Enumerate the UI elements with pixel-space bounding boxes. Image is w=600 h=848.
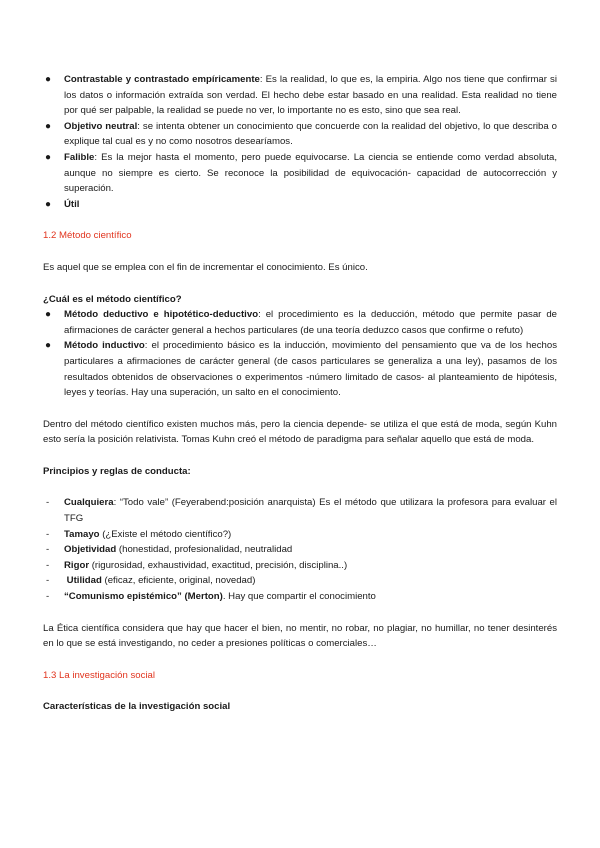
description: : el procedimiento básico es la inducción, movimiento del pensamiento que va de los hechos particulares a afirmaciones de carácter general (de casos particulares se generaliza a una ley), pasamos de los resultados obtenidos de observaciones o experimentos -número limitado de casos- al planteamiento de hipótesis, leyes y teorías. Hay una superación, un salto en el conocimiento. bbox=[64, 340, 557, 399]
bullet-icon: ● bbox=[45, 151, 52, 163]
description: : el procedimiento es la deducción, método que permite pasar de afirmaciones de carácter general a hechos particulares (de una teoría deduzco casos que confirme o refuto) bbox=[64, 309, 558, 336]
term: “Comunismo epistémico” (Merton) bbox=[64, 591, 223, 603]
dash-icon: - bbox=[46, 559, 50, 571]
section-heading-1-3: 1.3 La investigación social bbox=[43, 669, 155, 681]
term: Objetividad bbox=[64, 544, 117, 556]
bullet-icon: ● bbox=[45, 120, 52, 132]
section-heading-1-2: 1.2 Método científico bbox=[43, 230, 132, 242]
subsection-heading-text: Características de la investigación social bbox=[43, 701, 231, 713]
list-item bbox=[43, 589, 557, 605]
list-item bbox=[43, 338, 557, 400]
list-item bbox=[43, 119, 557, 150]
description: (¿Existe el método científico?) bbox=[99, 528, 232, 540]
list-item bbox=[43, 150, 557, 197]
bullet-icon: ● bbox=[45, 340, 52, 352]
dash-icon: - bbox=[46, 591, 50, 603]
term: Utilidad bbox=[64, 575, 102, 587]
list-item bbox=[43, 542, 557, 558]
list-item bbox=[43, 197, 557, 213]
term: Útil bbox=[64, 198, 80, 210]
principles-list bbox=[43, 495, 557, 604]
list-item bbox=[43, 72, 557, 119]
subsection-heading bbox=[43, 699, 557, 715]
characteristics-list bbox=[43, 72, 557, 212]
principles-heading bbox=[43, 464, 557, 480]
bullet-icon: ● bbox=[45, 309, 52, 321]
list-item bbox=[43, 307, 557, 338]
bullet-icon: ● bbox=[45, 198, 52, 210]
dash-icon: - bbox=[46, 575, 50, 587]
term: Contrastable y contrastado empíricamente bbox=[64, 74, 260, 85]
question-heading bbox=[43, 292, 557, 308]
principles-heading-text: Principios y reglas de conducta: bbox=[43, 465, 191, 477]
dash-icon: - bbox=[46, 497, 50, 509]
list-item bbox=[43, 527, 557, 543]
term: Método inductivo bbox=[64, 340, 145, 352]
term: Falible bbox=[64, 151, 95, 163]
description: . Hay que compartir el conocimiento bbox=[222, 591, 376, 603]
dash-icon: - bbox=[46, 544, 50, 556]
description: (eficaz, eficiente, original, novedad) bbox=[101, 575, 256, 587]
list-item bbox=[43, 573, 557, 589]
list-item bbox=[43, 558, 557, 574]
description: : Es la mejor hasta el momento, pero puede equivocarse. La ciencia se entiende como verdad absoluta, aunque no siempre es cierto. Se reconoce la posibilidad de equivocación- capacidad de autocorrección y superación. bbox=[64, 151, 557, 195]
term: Rigor bbox=[64, 559, 90, 571]
description: : Es la realidad, lo que es, la empiria. Algo nos tiene que confirmar si los datos o información extraída son verdad. El hecho debe estar basado en una realidad. Esta realidad no tiene por qué ser palpable, la realidad se puede no ver, lo importante no es esto, sino que sea real. bbox=[64, 74, 557, 117]
list-item bbox=[43, 495, 557, 526]
bullet-icon: ● bbox=[45, 74, 52, 85]
term: Método deductivo e hipotético-deductivo bbox=[64, 309, 259, 321]
methods-list bbox=[43, 307, 557, 401]
intro-paragraph: Es aquel que se emplea con el fin de incrementar el conocimiento. Es único. bbox=[43, 261, 368, 273]
description: (rigurosidad, exhaustividad, exactitud, precisión, disciplina..) bbox=[89, 559, 348, 571]
dash-icon: - bbox=[46, 528, 50, 540]
term: Cualquiera bbox=[64, 497, 114, 509]
term: Objetivo neutral bbox=[64, 120, 138, 132]
question-text: ¿Cuál es el método científico? bbox=[43, 293, 182, 305]
description: : se intenta obtener un conocimiento que concuerde con la realidad del objetivo, lo que describa o explique tal cual es y no como nosotros desearíamos. bbox=[64, 120, 557, 148]
description: (honestidad, profesionalidad, neutralidad bbox=[116, 544, 293, 556]
ethics-paragraph: La Ética científica considera que hay que hacer el bien, no mentir, no robar, no plagiar, no humillar, no tener desinterés en lo que se está investigando, no ceder a presiones políticas o comerciales… bbox=[43, 622, 557, 650]
description: : “Todo vale” (Feyerabend:posición anarquista) Es el método que utilizara la profesora para evaluar el TFG bbox=[64, 497, 557, 525]
kuhn-paragraph: Dentro del método científico existen muchos más, pero la ciencia depende- se utiliza el que está de moda, según Kuhn esto sería la posición relativista. Tomas Kuhn creó el método de paradigma para señalar aquello que está de moda. bbox=[43, 418, 557, 446]
term: Tamayo bbox=[64, 528, 100, 540]
